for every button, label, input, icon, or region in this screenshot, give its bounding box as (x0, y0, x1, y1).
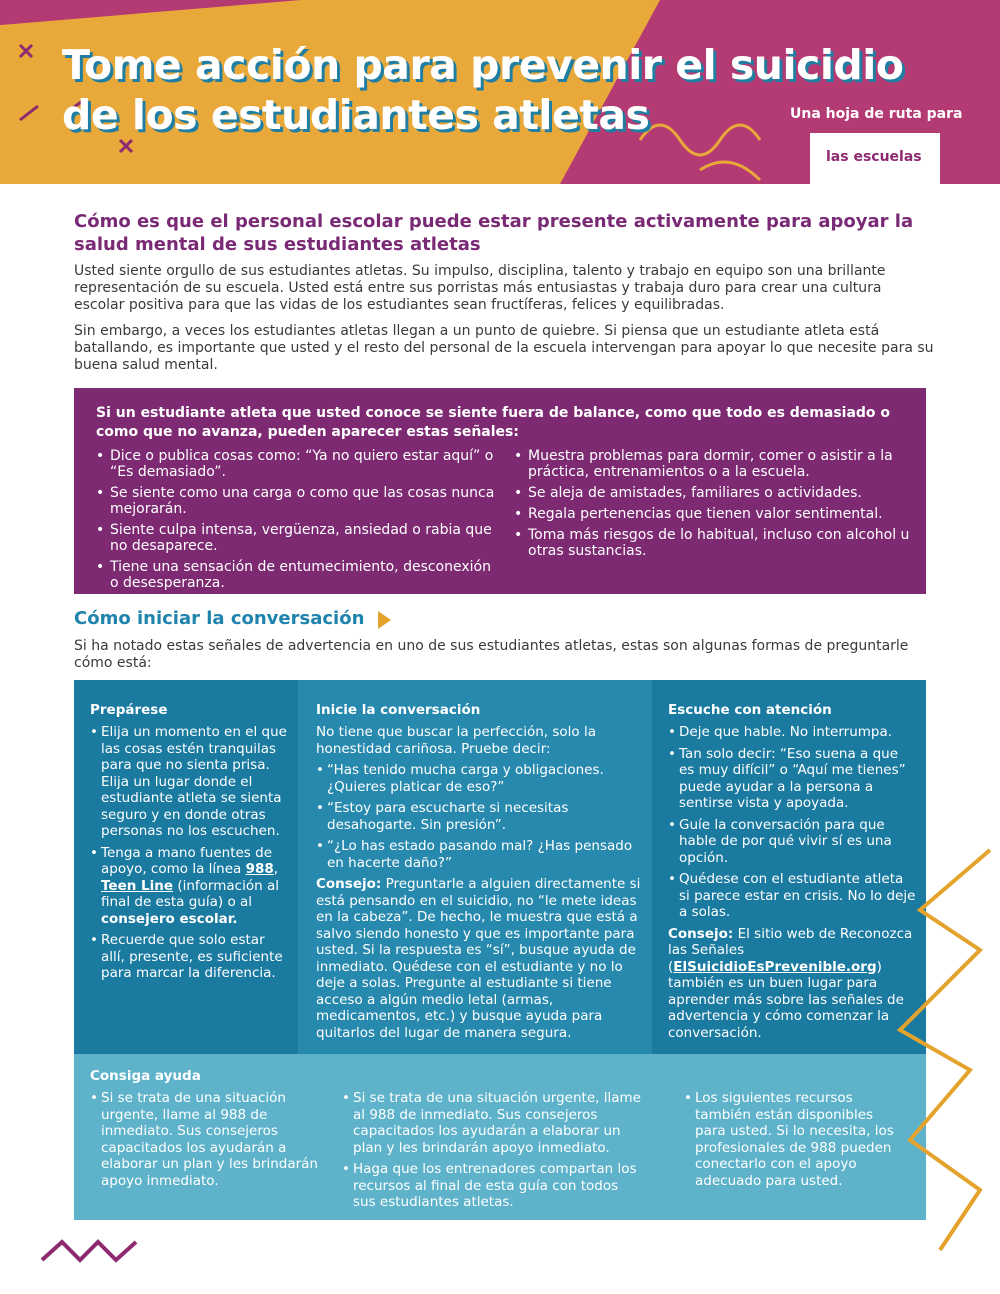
warning-signs-list-2 (514, 448, 914, 564)
teen-line-link[interactable]: Teen Line (101, 877, 174, 894)
list-item: • Se aleja de amistades, familiares o actividades. (514, 485, 914, 501)
warning-signs-heading: Si un estudiante atleta que usted conoce se siente fuera de balance, como que todo es demasiado o como que no avanza, pueden aparecer estas señales: (96, 405, 891, 440)
listen-heading: Escuche con atención (668, 702, 832, 718)
get-help-list-1 (90, 1090, 330, 1194)
page-title: Tome acción para prevenir el suicidio de los estudiantes atletas (62, 41, 904, 139)
tip-label: Consejo: (316, 876, 382, 892)
list-item: • Se siente como una carga o como que las cosas nunca mejorarán. (96, 485, 496, 517)
list-item: • Tiene una sensación de entumecimiento, desconexión o desesperanza. (96, 559, 496, 591)
text-span: , (273, 861, 279, 877)
play-arrow-icon (378, 611, 391, 629)
988-link[interactable]: 988 (245, 861, 274, 877)
list-item: • Toma más riesgos de lo habitual, incluso con alcohol u otras sustancias. (514, 527, 914, 559)
text-span: (información al final de esta guía) o al (101, 877, 279, 910)
list-item: • Muestra problemas para dormir, comer o asistir a la práctica, entrenamientos o a la escuela. (514, 448, 914, 480)
text-span: Tenga a mano fuentes de apoyo, como la línea (101, 844, 273, 877)
school-counselor-text: consejero escolar. (101, 910, 238, 927)
warning-signs-list-1 (96, 448, 496, 596)
list-item: • “Has tenido mucha carga y obligaciones. ¿Quieres platicar de eso?” (316, 762, 641, 795)
list-item (90, 845, 288, 928)
list-item: • Siente culpa intensa, vergüenza, ansiedad o rabia que no desaparece. (96, 522, 496, 554)
list-item: • Guíe la conversación para que hable de por qué vivir sí es una opción. (668, 817, 916, 867)
tip-text: Preguntarle a alguien directamente si está pensando en el suicidio, no “le mete ideas en la cabeza”. De hecho, le muestra que está a salvo siendo honesto y que es importante para usted. Si la respuesta es “sí”, busque ayuda de inmediato. Quédese con el estudiante y no lo deje a solas. Pregunte al estudiante si tiene acceso a algún medio letal (armas, medicamentos, etc.) y busque ayuda para quitarlos del lugar de manera segura. (316, 876, 641, 1041)
start-conversation-heading: Inicie la conversación (316, 702, 481, 718)
list-item: • Dice o publica cosas como: “Ya no quiero estar aquí” o “Es demasiado”. (96, 448, 496, 480)
prepare-panel (74, 680, 298, 1054)
zigzag-decoration (40, 1236, 140, 1266)
subtitle-line-1: Una hoja de ruta para (790, 106, 963, 122)
list-item: • Los siguientes recursos también están disponibles para usted. Si lo necesita, los profesionales de 988 pueden conectarlo con el apoyo adecuado para usted. (684, 1090, 904, 1189)
start-tip (316, 876, 641, 1041)
start-intro: No tiene que buscar la perfección, solo la honestidad cariñosa. Pruebe decir: (316, 724, 596, 757)
tip-text: El sitio web de Reconozca las Señales ( (668, 925, 913, 975)
get-help-list-2 (342, 1090, 642, 1216)
get-help-heading: Consiga ayuda (90, 1068, 201, 1084)
list-item: • Haga que los entrenadores compartan los recursos al final de esta guía con todos sus estudiantes atletas. (342, 1161, 642, 1211)
listen-tip (668, 926, 916, 1042)
list-item: • Regala pertenencias que tienen valor sentimental. (514, 506, 914, 522)
warning-signs-box (74, 388, 926, 594)
list-item: • Tan solo decir: “Eso suena a que es muy difícil” o “Aquí me tienes” puede ayudar a la persona a sentirse vista y apoyada. (668, 746, 916, 812)
list-item: • Si se trata de una situación urgente, llame al 988 de inmediato. Sus consejeros capacitados los ayudarán a elaborar un plan y les brindarán apoyo inmediato. (342, 1090, 642, 1156)
list-item: • Recuerde que solo estar allí, presente, es suficiente para marcar la diferencia. (90, 932, 288, 982)
get-help-list-3 (684, 1090, 904, 1194)
list-item: • Si se trata de una situación urgente, llame al 988 de inmediato. Sus consejeros capacitados los ayudarán a elaborar un plan y les brindarán apoyo inmediato. (90, 1090, 330, 1189)
intro-paragraph-2: Sin embargo, a veces los estudiantes atletas llegan a un punto de quiebre. Si piensa que un estudiante atleta está batallando, es importante que usted y el resto del personal de la escuela intervengan para apoyar lo que necesite para su buena salud mental. (74, 323, 934, 373)
start-conversation-panel (298, 680, 652, 1054)
side-squiggle-decoration (880, 840, 1000, 1260)
list-item: • Elija un momento en el que las cosas estén tranquilas para que no sienta prisa. Elija un lugar donde el estudiante atleta se sienta seguro y en donde otras personas no los escuchen. (90, 724, 288, 840)
list-item: • Deje que hable. No interrumpa. (668, 724, 916, 741)
list-item: • “¿Lo has estado pasando mal? ¿Has pensado en hacerte daño?” (316, 838, 641, 871)
conversation-heading: Cómo iniciar la conversación (74, 608, 365, 629)
prepare-heading: Prepárese (90, 702, 168, 718)
intro-heading: Cómo es que el personal escolar puede estar presente activamente para apoyar la salud mental de sus estudiantes atletas (74, 211, 914, 255)
tip-text: ) también es un buen lugar para aprender más sobre las señales de advertencia y cómo comenzar la conversación. (668, 958, 904, 1041)
intro-paragraph-1: Usted siente orgullo de sus estudiantes atletas. Su impulso, disciplina, talento y trabajo en equipo son una brillante representación de su escuela. Usted está entre sus porristas más entusiastas y trabaja duro para crear una cultura escolar positiva para que las vidas de los estudiantes sean fructíferas, felices y equilibradas. (74, 263, 886, 313)
subtitle-line-2: las escuelas (826, 149, 922, 165)
list-item: • Quédese con el estudiante atleta si parece estar en crisis. No lo deje a solas. (668, 871, 916, 921)
header-banner (0, 0, 1000, 184)
tip-label: Consejo: (668, 925, 734, 942)
get-help-panel (74, 1054, 926, 1220)
website-link[interactable]: ElSuicidioEsPrevenible.org (673, 958, 877, 975)
conversation-intro: Si ha notado estas señales de advertencia en uno de sus estudiantes atletas, estas son algunas formas de preguntarle cómo está: (74, 638, 909, 671)
list-item: • “Estoy para escucharte si necesitas desahogarte. Sin presión”. (316, 800, 641, 833)
